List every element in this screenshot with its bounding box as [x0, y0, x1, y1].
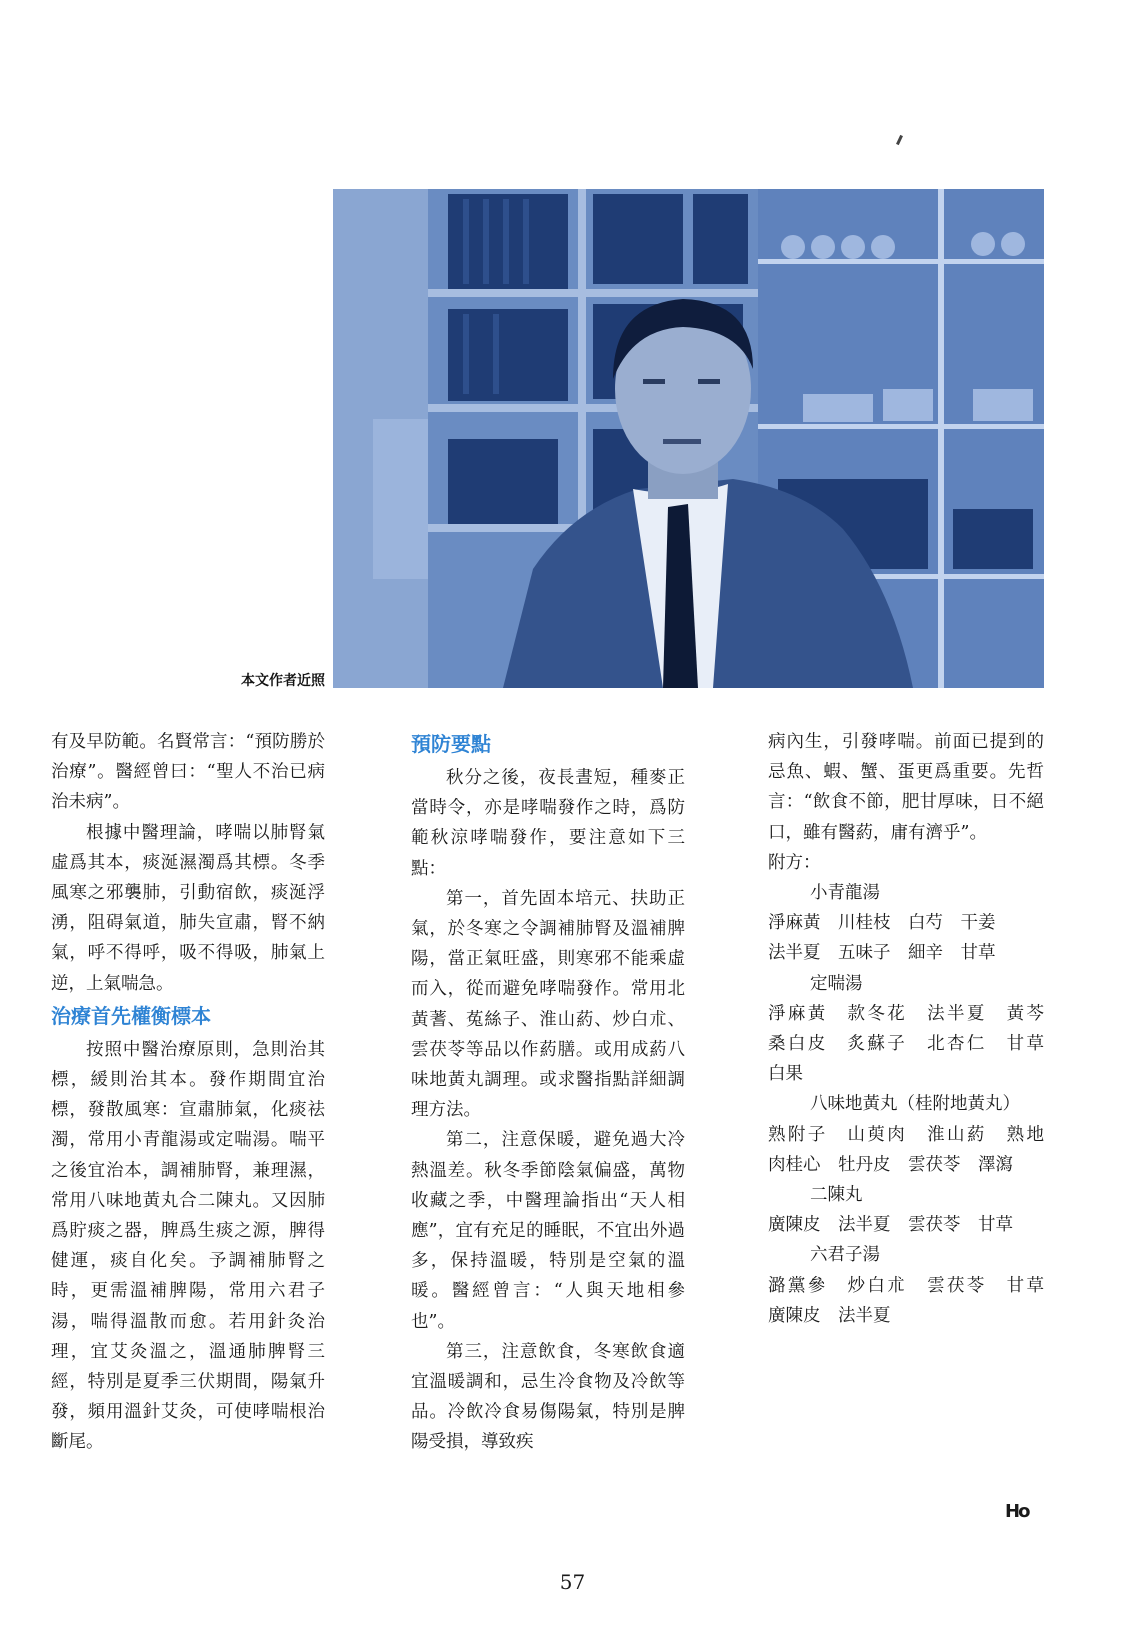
prescription-ingredients: 淨麻黃 川桂枝 白芍 干姜 [768, 913, 996, 934]
col2-paragraph-2: 第一，首先固本培元、扶助正氣，於冬寒之令調補肺腎及溫補脾陽，當正氣旺盛，則寒邪不能乘虛而入，從而避免哮喘發作。常用北黃蓍、菟絲子、淮山葯、炒白朮、雲茯苓等品以作葯膳。或用成葯八味地黃丸調理。或求醫指點詳細調理方法。 [411, 888, 685, 1121]
col1-paragraph-2: 根據中醫理論，哮喘以肺腎氣虛爲其本，痰涎濕濁爲其標。冬季風寒之邪襲肺，引動宿飲，痰涎浮湧，阻碍氣道，肺失宣肅，腎不納氣，呼不得呼，吸不得吸，肺氣上逆，上氣喘急。 [51, 822, 325, 994]
appendix-label: 附方： [768, 852, 821, 873]
prescription-name: 六君子湯 [810, 1245, 880, 1266]
section-heading-prevention: 預防要點 [411, 732, 491, 756]
col1-paragraph-1: 有及早防範。名賢常言：“預防勝於治療”。醫經曾曰：“聖人不治已病治未病”。 [51, 732, 325, 813]
prescription-ingredients: 淨麻黃 款冬花 法半夏 黃芩 桑白皮 炙蘇子 北杏仁 甘草 白果 [768, 1003, 1062, 1085]
column-2 [411, 727, 685, 1458]
prescription-ingredients: 潞黨參 炒白朮 雲茯苓 甘草 廣陳皮 法半夏 [768, 1275, 1062, 1326]
page-number: 57 [559, 1570, 586, 1594]
section-heading-treatment: 治療首先權衡標本 [51, 1003, 211, 1028]
prescription-name: 小青龍湯 [810, 883, 880, 904]
prescription-name: 二陳丸 [810, 1185, 863, 1206]
author-photo [333, 189, 1044, 688]
column-1 [51, 727, 325, 1458]
prescription-ingredients: 法半夏 五味子 細辛 甘草 [768, 943, 996, 964]
photo-caption: 本文作者近照 [241, 673, 325, 689]
prescription-name: 定喘湯 [810, 973, 863, 994]
col2-paragraph-4: 第三，注意飲食，冬寒飲食適宜溫暖調和，忌生冷食物及冷飲等品。冷飲冷食易傷陽氣，特別是脾陽受損，導致疾 [411, 1341, 685, 1453]
col3-paragraph-1: 病內生，引發哮喘。前面已提到的忌魚、蝦、蟹、蛋更爲重要。先哲言：“飲食不節，肥甘厚味，日不絕口，雖有醫葯，庸有濟乎”。 [768, 732, 1044, 843]
col2-paragraph-1: 秋分之後，夜長晝短，種麥正當時令，亦是哮喘發作之時，爲防範秋涼哮喘發作，要注意如下三點： [411, 768, 685, 879]
print-speck [896, 135, 903, 145]
prescription-name: 八味地黃丸（桂附地黃丸） [810, 1094, 1020, 1115]
prescription-ingredients: 廣陳皮 法半夏 雲茯苓 甘草 [768, 1215, 1013, 1236]
col2-paragraph-3: 第二，注意保暖，避免過大冷熱溫差。秋冬季節陰氣偏盛，萬物收藏之季，中醫理論指出“天人相應”，宜有充足的睡眠，不宜出外過多，保持溫暖，特別是空氣的溫暖。醫經曾言：“人與天地相參也”。 [411, 1130, 685, 1332]
col1-paragraph-3: 按照中醫治療原則，急則治其標，緩則治其本。發作期間宜治標，發散風寒：宣肅肺氣，化痰祛濁，常用小青龍湯或定喘湯。喘平之後宜治本，調補肺腎，兼理濕，常用八味地黃丸合二陳丸。又因肺爲貯痰之器，脾爲生痰之源，脾得健運，痰自化矣。予調補肺腎之時，更需溫補脾陽，常用六君子湯，喘得溫散而愈。若用針灸治理，宜艾灸溫之，溫通肺脾腎三經，特別是夏季三伏期間，陽氣升發，頻用溫針艾灸，可使哮喘根治斷尾。 [51, 1039, 325, 1453]
column-3 [768, 727, 1062, 1331]
end-mark: Ho [1005, 1501, 1029, 1522]
prescription-ingredients: 熟附子 山萸肉 淮山葯 熟地 肉桂心 牡丹皮 雲茯苓 澤瀉 [768, 1124, 1062, 1175]
author-photo-illustration [333, 189, 1044, 688]
